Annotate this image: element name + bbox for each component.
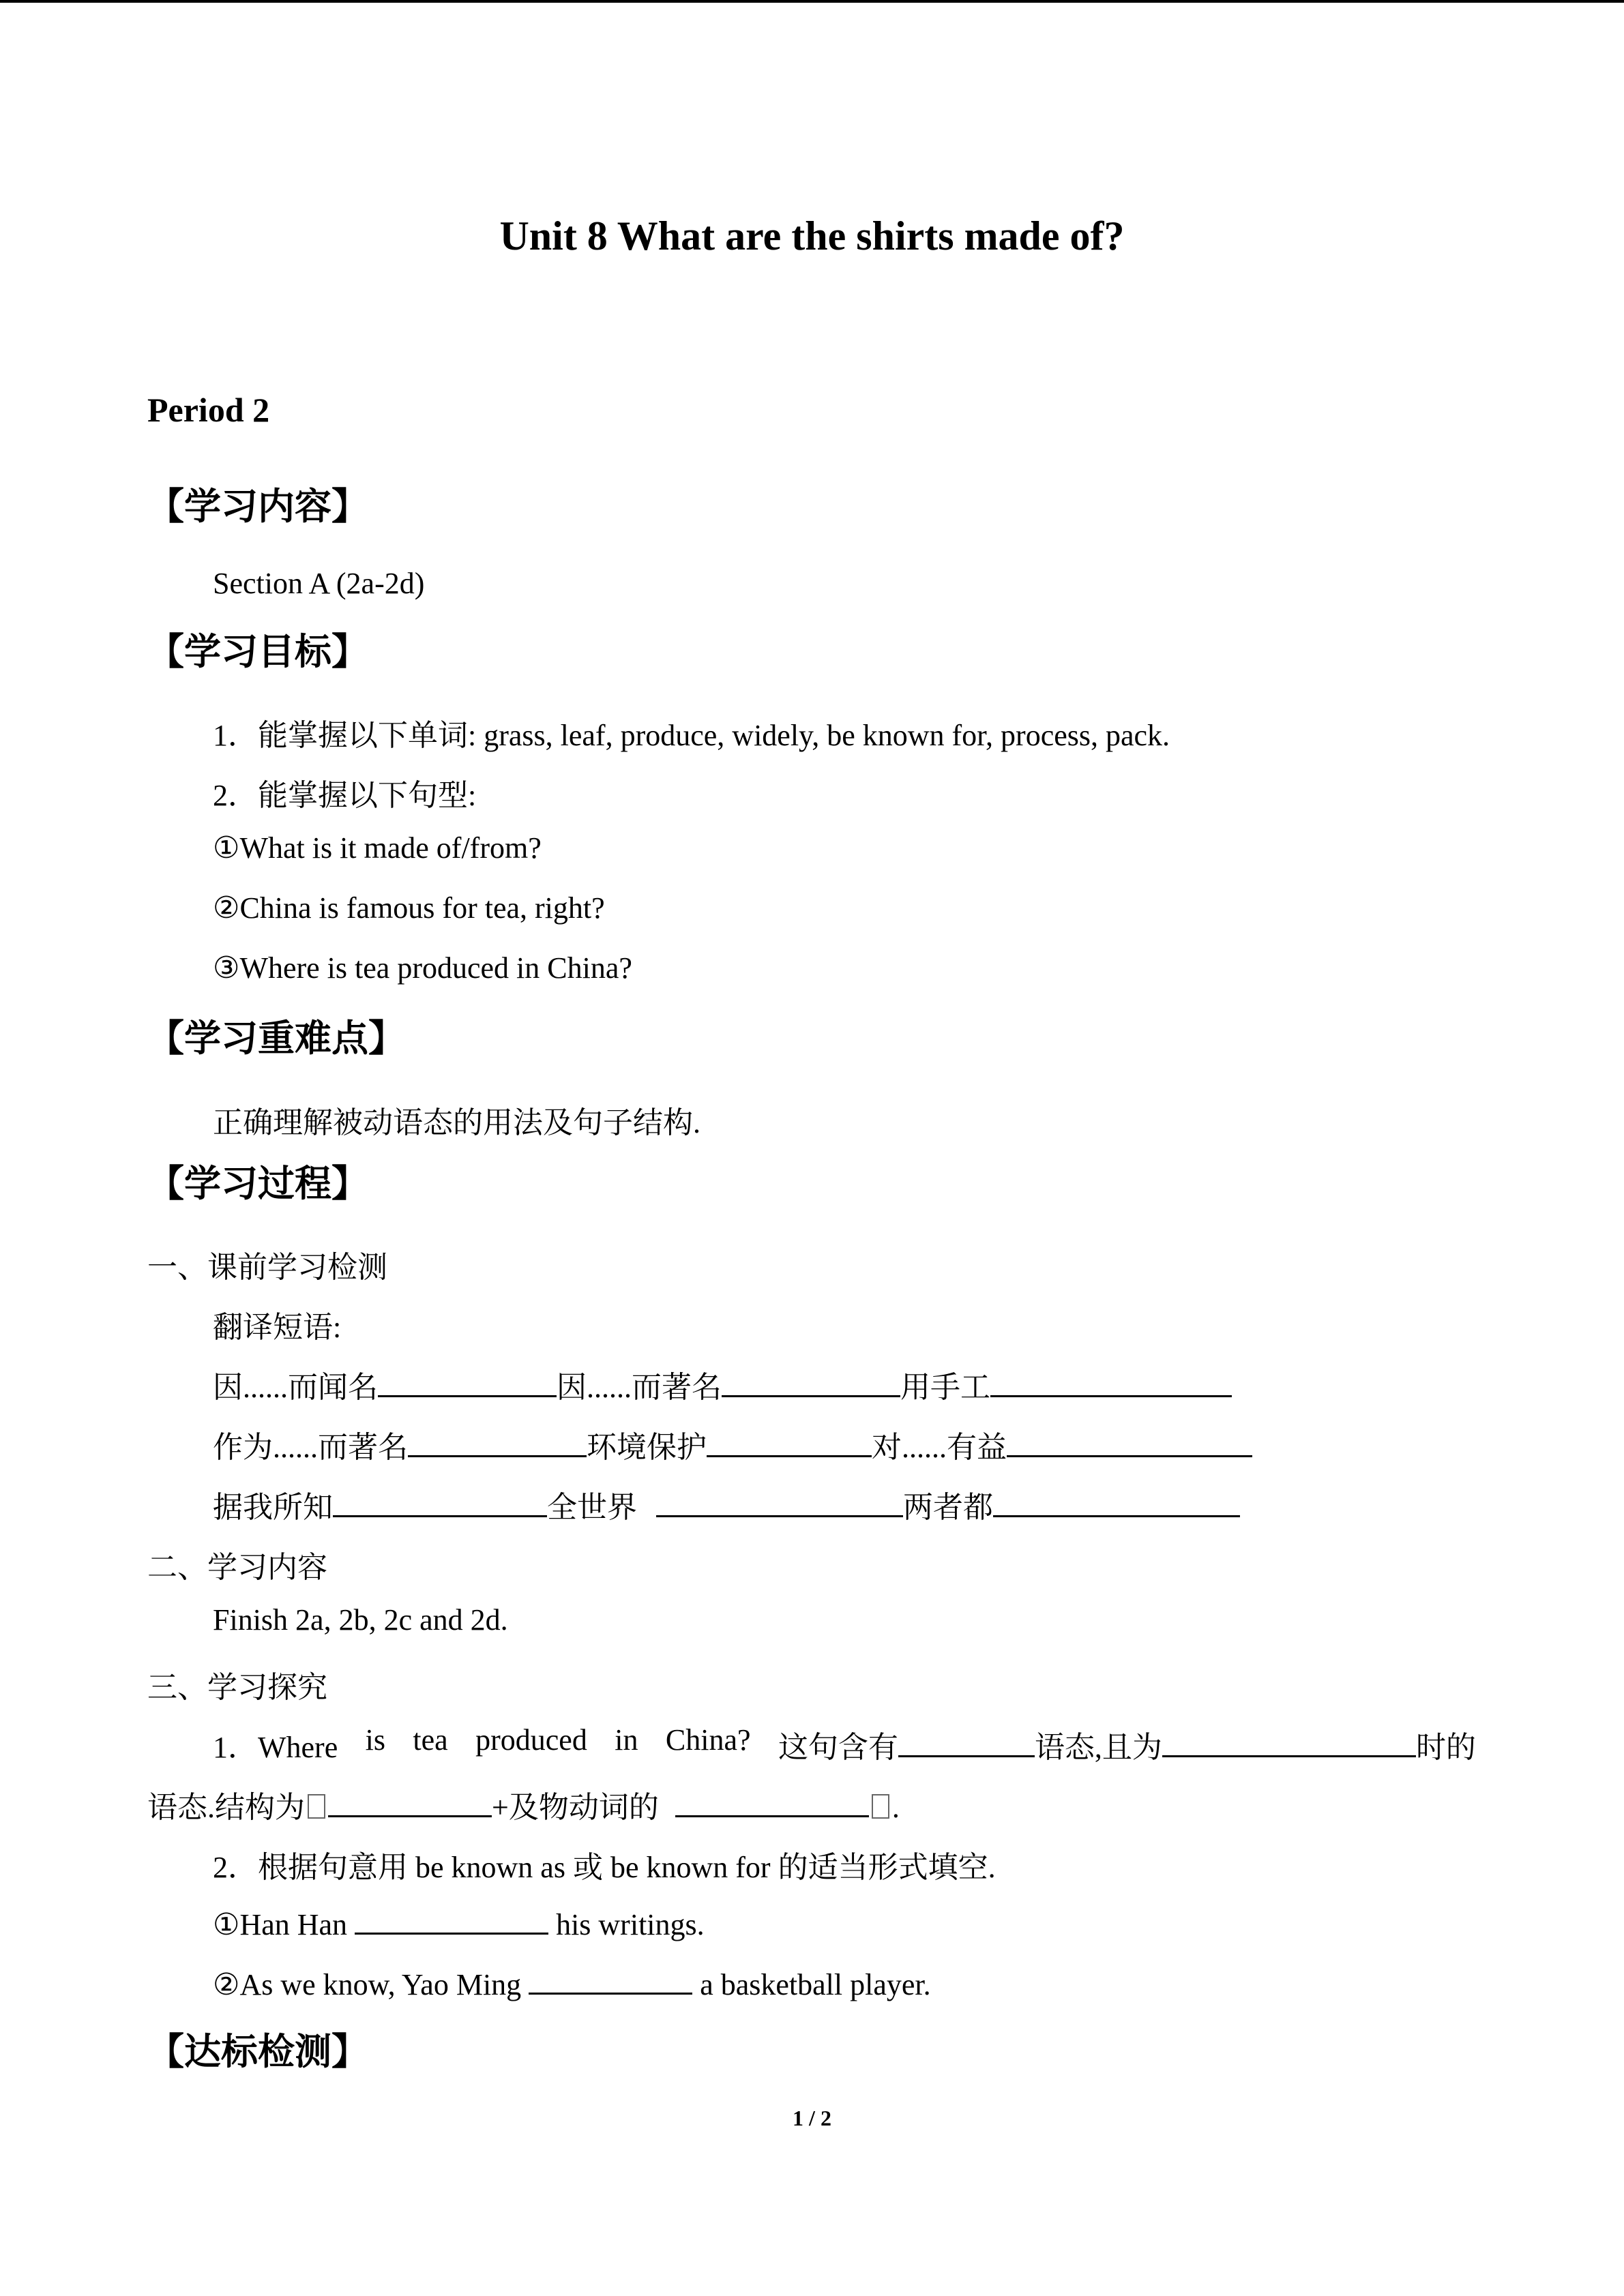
section-heading-process: 【学习过程】 xyxy=(147,1163,368,1204)
translate-label: 翻译短语: xyxy=(213,1311,342,1344)
q2-2-text-a: ②As we know, Yao Ming xyxy=(213,1968,522,2001)
section-heading-content: 【学习内容】 xyxy=(147,486,368,527)
answer-blank[interactable] xyxy=(1007,1425,1252,1457)
page-number: 1 / 2 xyxy=(793,2106,831,2130)
goal-sentence-1: ①What is it made of/from? xyxy=(213,831,542,865)
word: in xyxy=(615,1723,638,1757)
goal-item-1: 1．能掌握以下单词: grass, leaf, produce, widely, be known for, process, pack. xyxy=(213,719,1170,752)
goal-sentence-2: ②China is famous for tea, right? xyxy=(213,891,605,925)
answer-blank[interactable] xyxy=(707,1425,872,1457)
answer-blank[interactable] xyxy=(675,1785,869,1817)
part2-heading: 二、学习内容 xyxy=(147,1551,327,1584)
answer-blank[interactable] xyxy=(355,1903,548,1935)
phrase: 据我所知 xyxy=(213,1491,333,1524)
goal-item-2: 2．能掌握以下句型: xyxy=(213,779,477,812)
q2-1-text-a: ①Han Han xyxy=(213,1908,348,1941)
answer-blank[interactable] xyxy=(328,1785,492,1817)
answer-blank[interactable] xyxy=(408,1425,587,1457)
answer-blank[interactable] xyxy=(993,1485,1240,1517)
translate-row-3 xyxy=(213,1482,1240,1526)
phrase: 环境保护 xyxy=(587,1431,707,1464)
section-heading-check: 【达标检测】 xyxy=(147,2031,368,2072)
q1-text-b: 语态,且为 xyxy=(1034,1731,1162,1764)
answer-blank[interactable] xyxy=(898,1725,1035,1757)
question-2-item-2 xyxy=(213,1963,931,2002)
goal-sentence-3: ③Where is tea produced in China? xyxy=(213,951,632,985)
part2-text: Finish 2a, 2b, 2c and 2d. xyxy=(213,1603,508,1637)
q1-text-a: 这句含有 xyxy=(778,1731,898,1764)
phrase: 用手工 xyxy=(900,1371,990,1404)
phrase: 因......而著名 xyxy=(557,1371,722,1404)
word: produced xyxy=(475,1723,587,1757)
answer-blank[interactable] xyxy=(378,1365,557,1397)
phrase: 因......而闻名 xyxy=(213,1371,378,1404)
answer-blank[interactable] xyxy=(1162,1725,1416,1757)
translate-row-1 xyxy=(213,1362,1232,1406)
top-border xyxy=(0,0,1624,3)
section-heading-key-points: 【学习重难点】 xyxy=(147,1018,405,1059)
part3-heading: 三、学习探究 xyxy=(147,1671,327,1704)
word: tea xyxy=(413,1723,448,1757)
key-points-text: 正确理解被动语态的用法及句子结构. xyxy=(213,1106,700,1139)
answer-blank[interactable] xyxy=(333,1485,547,1517)
word: China? xyxy=(665,1723,751,1757)
q2-1-text-b: his writings. xyxy=(556,1908,705,1941)
answer-blank[interactable] xyxy=(656,1485,903,1517)
q1-line2-text-a: 语态.结构为 xyxy=(147,1791,305,1824)
q1-text-c: 时的 xyxy=(1415,1731,1476,1764)
q2-2-text-b: a basketball player. xyxy=(700,1968,931,2001)
section-heading-goals: 【学习目标】 xyxy=(147,631,368,672)
phrase: 作为......而著名 xyxy=(213,1431,408,1464)
word: 1．Where xyxy=(213,1731,338,1764)
answer-blank[interactable] xyxy=(722,1365,900,1397)
phrase: 全世界 xyxy=(547,1491,637,1524)
placeholder-box-icon xyxy=(308,1794,325,1819)
translate-row-2 xyxy=(213,1422,1252,1466)
answer-blank[interactable] xyxy=(990,1365,1232,1397)
period-label: Period 2 xyxy=(147,391,270,429)
page-title: Unit 8 What are the shirts made of? xyxy=(499,213,1125,258)
phrase: 对......有益 xyxy=(872,1431,1007,1464)
part1-heading: 一、课前学习检测 xyxy=(147,1251,387,1284)
q1-line2-text-b: +及物动词的 xyxy=(492,1791,659,1824)
question-1-line-1 xyxy=(213,1723,1476,1766)
content-text: Section A (2a-2d) xyxy=(213,567,425,600)
answer-blank[interactable] xyxy=(529,1963,692,1995)
phrase: 两者都 xyxy=(903,1491,993,1524)
placeholder-box-icon xyxy=(872,1794,889,1819)
question-2-item-1 xyxy=(213,1903,705,1942)
question-2: 2．根据句意用 be known as 或 be known for 的适当形式填空. xyxy=(213,1851,996,1884)
question-1-line-2 xyxy=(147,1783,900,1826)
word: is xyxy=(365,1723,386,1757)
q1-line2-end: . xyxy=(891,1791,900,1824)
